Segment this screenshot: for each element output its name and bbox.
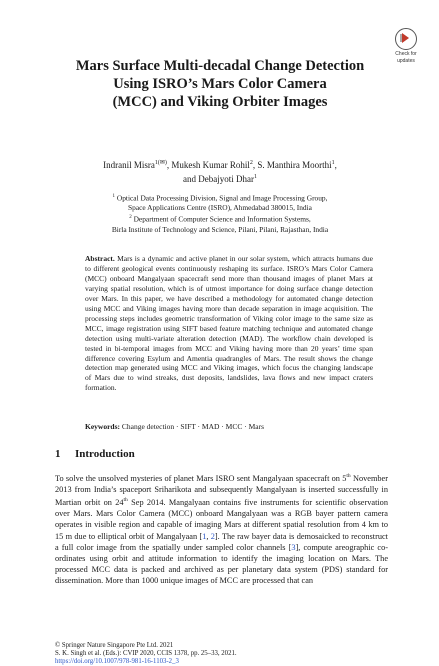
affiliation-1-marker: 1 (112, 194, 116, 199)
title-line-3: (MCC) and Viking Orbiter Images (112, 94, 328, 110)
author-list (40, 157, 400, 185)
intro-sup-1: th (346, 473, 351, 479)
copyright-line: © Springer Nature Singapore Pte Ltd. 2021 (55, 642, 174, 649)
affiliation-1-line-a: Optical Data Processing Division, Signal and Image Processing Group, (115, 193, 328, 203)
author-2: , Mukesh Kumar Rohil (166, 160, 250, 170)
author-4-affiliation: 1 (253, 174, 257, 180)
intro-text-4: , (206, 531, 211, 541)
author-4: and Debajyoti Dhar (183, 174, 254, 184)
citation-link-3[interactable]: 3 (291, 542, 296, 552)
introduction-body (55, 471, 388, 587)
affiliation-2-marker: 2 (129, 215, 132, 221)
affiliation-2-line-a: Department of Computer Science and Information Systems, (131, 214, 311, 224)
intro-text-1: To solve the unsolved mysteries of planet Mars ISRO sent Mangalyaan spacecraft on 5 (55, 473, 347, 483)
citation-link-2[interactable]: 2 (210, 531, 215, 541)
section-heading (55, 448, 135, 460)
title-line-2: Using ISRO’s Mars Color Camera (113, 76, 327, 92)
citation-link-1[interactable]: 1 (202, 531, 207, 541)
abstract-text: Mars is a dynamic and active planet in our solar system, which attracts humans due to different geological events continuously reshaping its surface. ISRO’s Mars Color Camera (MCC) onboard Mangalyaan spacecraft send more than thousand images of planet Mars at varying spatial resolution, which is of utmost importance for doing surface change detection over Mars. In this paper, we have described a methodology for automated change detection using MCC and Viking images having more than decade separation in image acquisition. The processing steps includes geometric transformation of Viking color image to the same size as MCC, image registration using SIFT based feature matching technique and automated change detection using multi-variate alteration detection (MAD). The workflow chain developed is tested in bi-temporal images from MCC and Viking having more than 20 years’ time span difference covering Esylum and Amentia quadrangles of Mars. The result shows the change detection map generated using MCC and Viking images, which focus the changing landscape of Mars due to wind streaks, dust deposits, landslides, lava flows and new impact craters formation. (85, 254, 373, 393)
introduction-paragraph (55, 471, 388, 587)
affiliations (40, 192, 400, 235)
citation-line: S. K. Singh et al. (Eds.): CVIP 2020, CCIS 1378, pp. 25–33, 2021. (55, 650, 237, 657)
intro-text-3: Sep 2014. Mangalyaan contains five instruments for scientific observation over Mars. Mars Color Camera (MCC) onboard Mangalyaan was a RGB bayer pattern camera operates in visible region and capable of imaging Mars at different spatial resolution from 4 km to 15 m due to elliptical orbit of Mangalyaan [ (55, 497, 388, 541)
author-separator: , (334, 160, 337, 170)
author-3: , S. Manthira Moorthi (252, 160, 332, 170)
title-line-1: Mars Surface Multi-decadal Change Detection (75, 58, 365, 74)
badge-line1: Check for (395, 51, 417, 57)
abstract-label: Abstract. (85, 254, 115, 263)
abstract (85, 254, 373, 393)
author-3-affiliation: 1 (331, 160, 335, 166)
doi-link[interactable]: https://doi.org/10.1007/978-981-16-1103-2_3 (55, 658, 179, 665)
author-1-affiliation: 1(✉) (154, 160, 167, 166)
section-title: Introduction (75, 448, 135, 460)
author-1: Indranil Misra (103, 160, 155, 170)
keywords-text: Change detection · SIFT · MAD · MCC · Mars (120, 422, 265, 431)
section-number: 1 (55, 448, 61, 460)
author-2-affiliation: 2 (249, 160, 253, 166)
intro-text-5: ]. The raw bayer data is demosaicked to reconstruct a full color image from the spatially under sampled color channels [ (55, 531, 388, 552)
badge-line2: updates (397, 58, 415, 64)
affiliation-1-line-b: Space Applications Centre (ISRO), Ahmedabad 380015, India (128, 203, 312, 213)
paper-title (40, 57, 400, 111)
keywords-label: Keywords: (85, 422, 120, 431)
intro-text-6: ], compute areographic co-ordinates using orbit and attitude information to identify the imaging location on Mars. The processed MCC data is packed and archived as per planetary data system (PDS) standard for dissemination. More than 1000 unique images of MCC are processed that can (55, 542, 389, 586)
intro-text-2: November 2013 from India’s spaceport Sriharikota and subsequently Mangalyaan is inserted successfully in Martian orbit on 24 (55, 473, 388, 507)
keywords (85, 422, 373, 432)
check-for-updates-icon (395, 28, 417, 50)
intro-sup-2: th (123, 497, 128, 504)
affiliation-2-line-b: Birla Institute of Technology and Science, Pilani, Pilani, Rajasthan, India (111, 224, 329, 234)
copyright-footer (55, 642, 237, 666)
